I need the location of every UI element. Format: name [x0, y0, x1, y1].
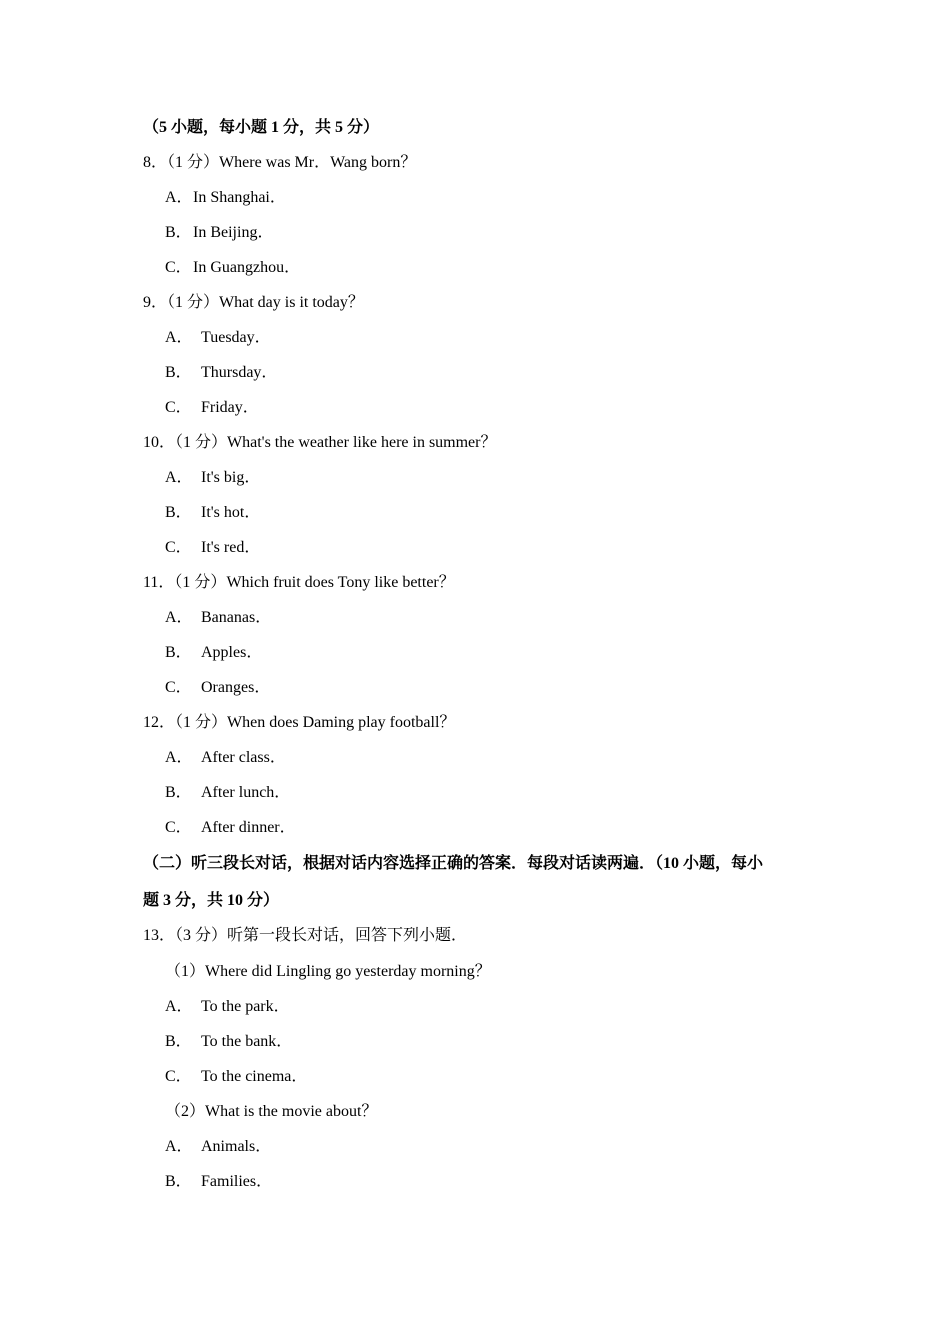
option-letter: A．: [165, 329, 193, 346]
option-letter: B．: [165, 1173, 192, 1190]
option-letter: B．: [165, 784, 192, 801]
option-text: In Guangzhou．: [193, 259, 301, 276]
option-b: [165, 783, 290, 803]
option-text: To the bank．: [201, 1033, 293, 1050]
question-number: 12．: [143, 714, 176, 731]
option-a: [165, 328, 271, 348]
question-text: When does Daming play football？: [227, 714, 456, 731]
question-number: 11．: [143, 574, 175, 591]
question-text: What day is it today？: [219, 294, 364, 311]
option-a: [165, 468, 260, 488]
sub-question-2: [165, 1102, 377, 1122]
option-a: [165, 608, 271, 628]
option-text: Animals．: [201, 1138, 272, 1155]
option-a: [165, 997, 290, 1017]
question-13: [143, 926, 467, 946]
option-text: Oranges．: [201, 679, 271, 696]
option-letter: A．: [165, 1138, 193, 1155]
option-c: [165, 678, 270, 698]
sub-question-text: Where did Lingling go yesterday morning？: [205, 963, 491, 980]
question-text: 听第一段长对话，回答下列小题．: [227, 927, 468, 944]
option-c: [165, 398, 259, 418]
section1-note: （5 小题，每小题 1 分，共 5 分）: [143, 119, 380, 136]
sub-question-1: [165, 962, 491, 982]
option-c: [165, 538, 260, 558]
section2-heading-line2: 题 3 分，共 10 分）: [143, 892, 280, 909]
option-text: It's red．: [201, 539, 261, 556]
question-points: （1 分）: [175, 434, 228, 451]
option-text: Apples．: [201, 644, 263, 661]
option-letter: C．: [165, 679, 192, 696]
question-number: 10．: [143, 434, 176, 451]
option-letter: A．: [165, 189, 193, 206]
option-text: In Shanghai．: [193, 189, 286, 206]
option-letter: B．: [165, 224, 192, 241]
option-text: It's hot．: [201, 504, 261, 521]
option-letter: C．: [165, 819, 192, 836]
option-text: After class．: [201, 749, 286, 766]
option-b: [165, 1172, 272, 1192]
question-text: Where was Mr．Wang born？: [219, 154, 417, 171]
option-text: After lunch．: [201, 784, 291, 801]
option-a: [165, 1137, 271, 1157]
option-text: Bananas．: [201, 609, 272, 626]
option-letter: B．: [165, 1033, 192, 1050]
question-text: What's the weather like here in summer？: [227, 434, 497, 451]
option-text: Friday．: [201, 399, 259, 416]
option-letter: A．: [165, 749, 193, 766]
question-number: 8．: [143, 154, 168, 171]
question-number: 13．: [143, 927, 176, 944]
option-b: [165, 503, 260, 523]
option-text: After dinner．: [201, 819, 296, 836]
question-8: [143, 153, 416, 173]
option-b: [165, 223, 273, 243]
option-letter: B．: [165, 364, 192, 381]
question-number: 9．: [143, 294, 168, 311]
section2-heading-line1: （二）听三段长对话，根据对话内容选择正确的答案．每段对话读两遍．（10 小题，每小: [143, 855, 764, 872]
option-c: [165, 1067, 307, 1087]
option-b: [165, 363, 277, 383]
option-a: [165, 748, 286, 768]
option-c: [165, 818, 296, 838]
option-text: In Beijing．: [193, 224, 274, 241]
question-9: [143, 293, 364, 313]
sub-question-label: （2）: [165, 1103, 206, 1120]
option-text: To the park．: [201, 998, 290, 1015]
option-letter: C．: [165, 399, 192, 416]
option-letter: A．: [165, 609, 193, 626]
option-b: [165, 643, 262, 663]
question-points: （3 分）: [175, 927, 228, 944]
question-points: （1 分）: [174, 574, 227, 591]
option-text: Tuesday．: [201, 329, 271, 346]
option-letter: A．: [165, 998, 193, 1015]
option-text: It's big．: [201, 469, 261, 486]
option-letter: B．: [165, 504, 192, 521]
option-text: Thursday．: [201, 364, 278, 381]
question-points: （1 分）: [175, 714, 228, 731]
question-text: Which fruit does Tony like better？: [226, 574, 455, 591]
question-points: （1 分）: [167, 294, 220, 311]
sub-question-text: What is the movie about？: [205, 1103, 378, 1120]
question-points: （1 分）: [167, 154, 220, 171]
option-c: [165, 258, 300, 278]
option-a: [165, 188, 286, 208]
sub-question-label: （1）: [165, 963, 206, 980]
option-letter: A．: [165, 469, 193, 486]
option-letter: B．: [165, 644, 192, 661]
option-text: Families．: [201, 1173, 273, 1190]
question-11: [143, 573, 455, 593]
option-letter: C．: [165, 539, 192, 556]
option-text: To the cinema．: [201, 1068, 308, 1085]
option-b: [165, 1032, 292, 1052]
option-letter: C．: [165, 259, 192, 276]
question-12: [143, 713, 455, 733]
option-letter: C．: [165, 1068, 192, 1085]
question-10: [143, 433, 497, 453]
